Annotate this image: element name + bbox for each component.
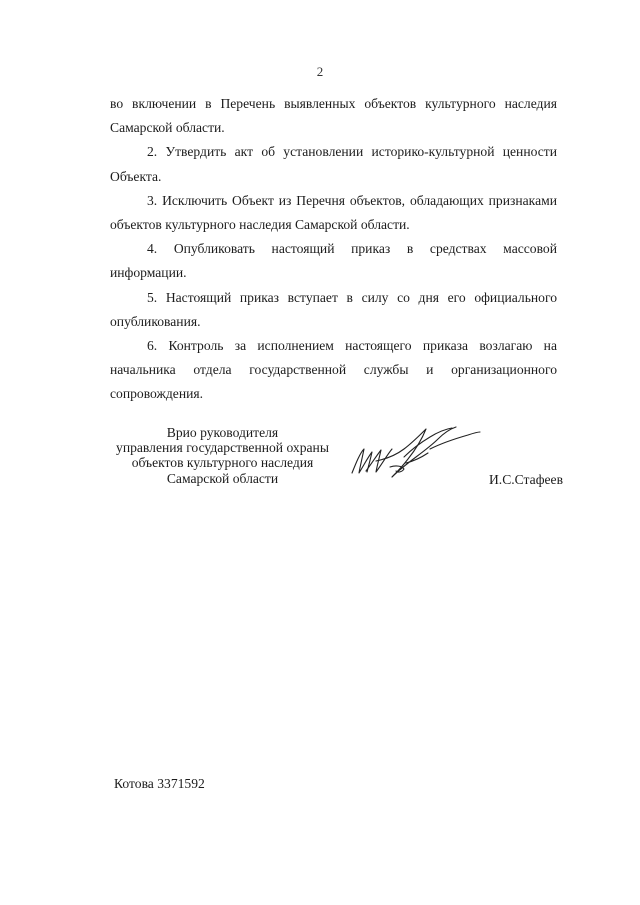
signatory-position-line: объектов культурного наследия xyxy=(131,455,314,471)
signatory-name: И.С.Стафеев xyxy=(488,472,563,487)
paragraph-item-6: 6. Контроль за исполнением настоящего приказа возлагаю на начальника отдела государственной службы и организационного сопровождения. xyxy=(110,338,557,402)
paragraph-item-3: 3. Исключить Объект из Перечня объектов, обладающих признаками объектов культурного наследия Самарской области. xyxy=(110,192,557,233)
signatory-position-line: Врио руководителя xyxy=(166,425,279,440)
paragraph-item-2: 2. Утвердить акт об установлении историко-культурной ценности Объекта. xyxy=(110,144,557,184)
paragraph-continuation: во включении в Перечень выявленных объектов культурного наследия Самарской области. xyxy=(110,96,557,136)
signatory-position xyxy=(110,425,335,486)
page-number: 2 xyxy=(316,64,324,79)
executor-note: Котова 3371592 xyxy=(114,776,205,791)
paragraph-item-5: 5. Настоящий приказ вступает в силу со дня его официального опубликования. xyxy=(110,289,557,329)
signature-block xyxy=(110,425,563,495)
signatory-position-line: Самарской области xyxy=(166,470,279,486)
order-body xyxy=(110,92,557,407)
handwritten-signature xyxy=(346,419,486,489)
paragraph-item-4: 4. Опубликовать настоящий приказ в средствах массовой информации. xyxy=(110,241,557,281)
signatory-position-line: управления государственной охраны xyxy=(116,440,329,456)
